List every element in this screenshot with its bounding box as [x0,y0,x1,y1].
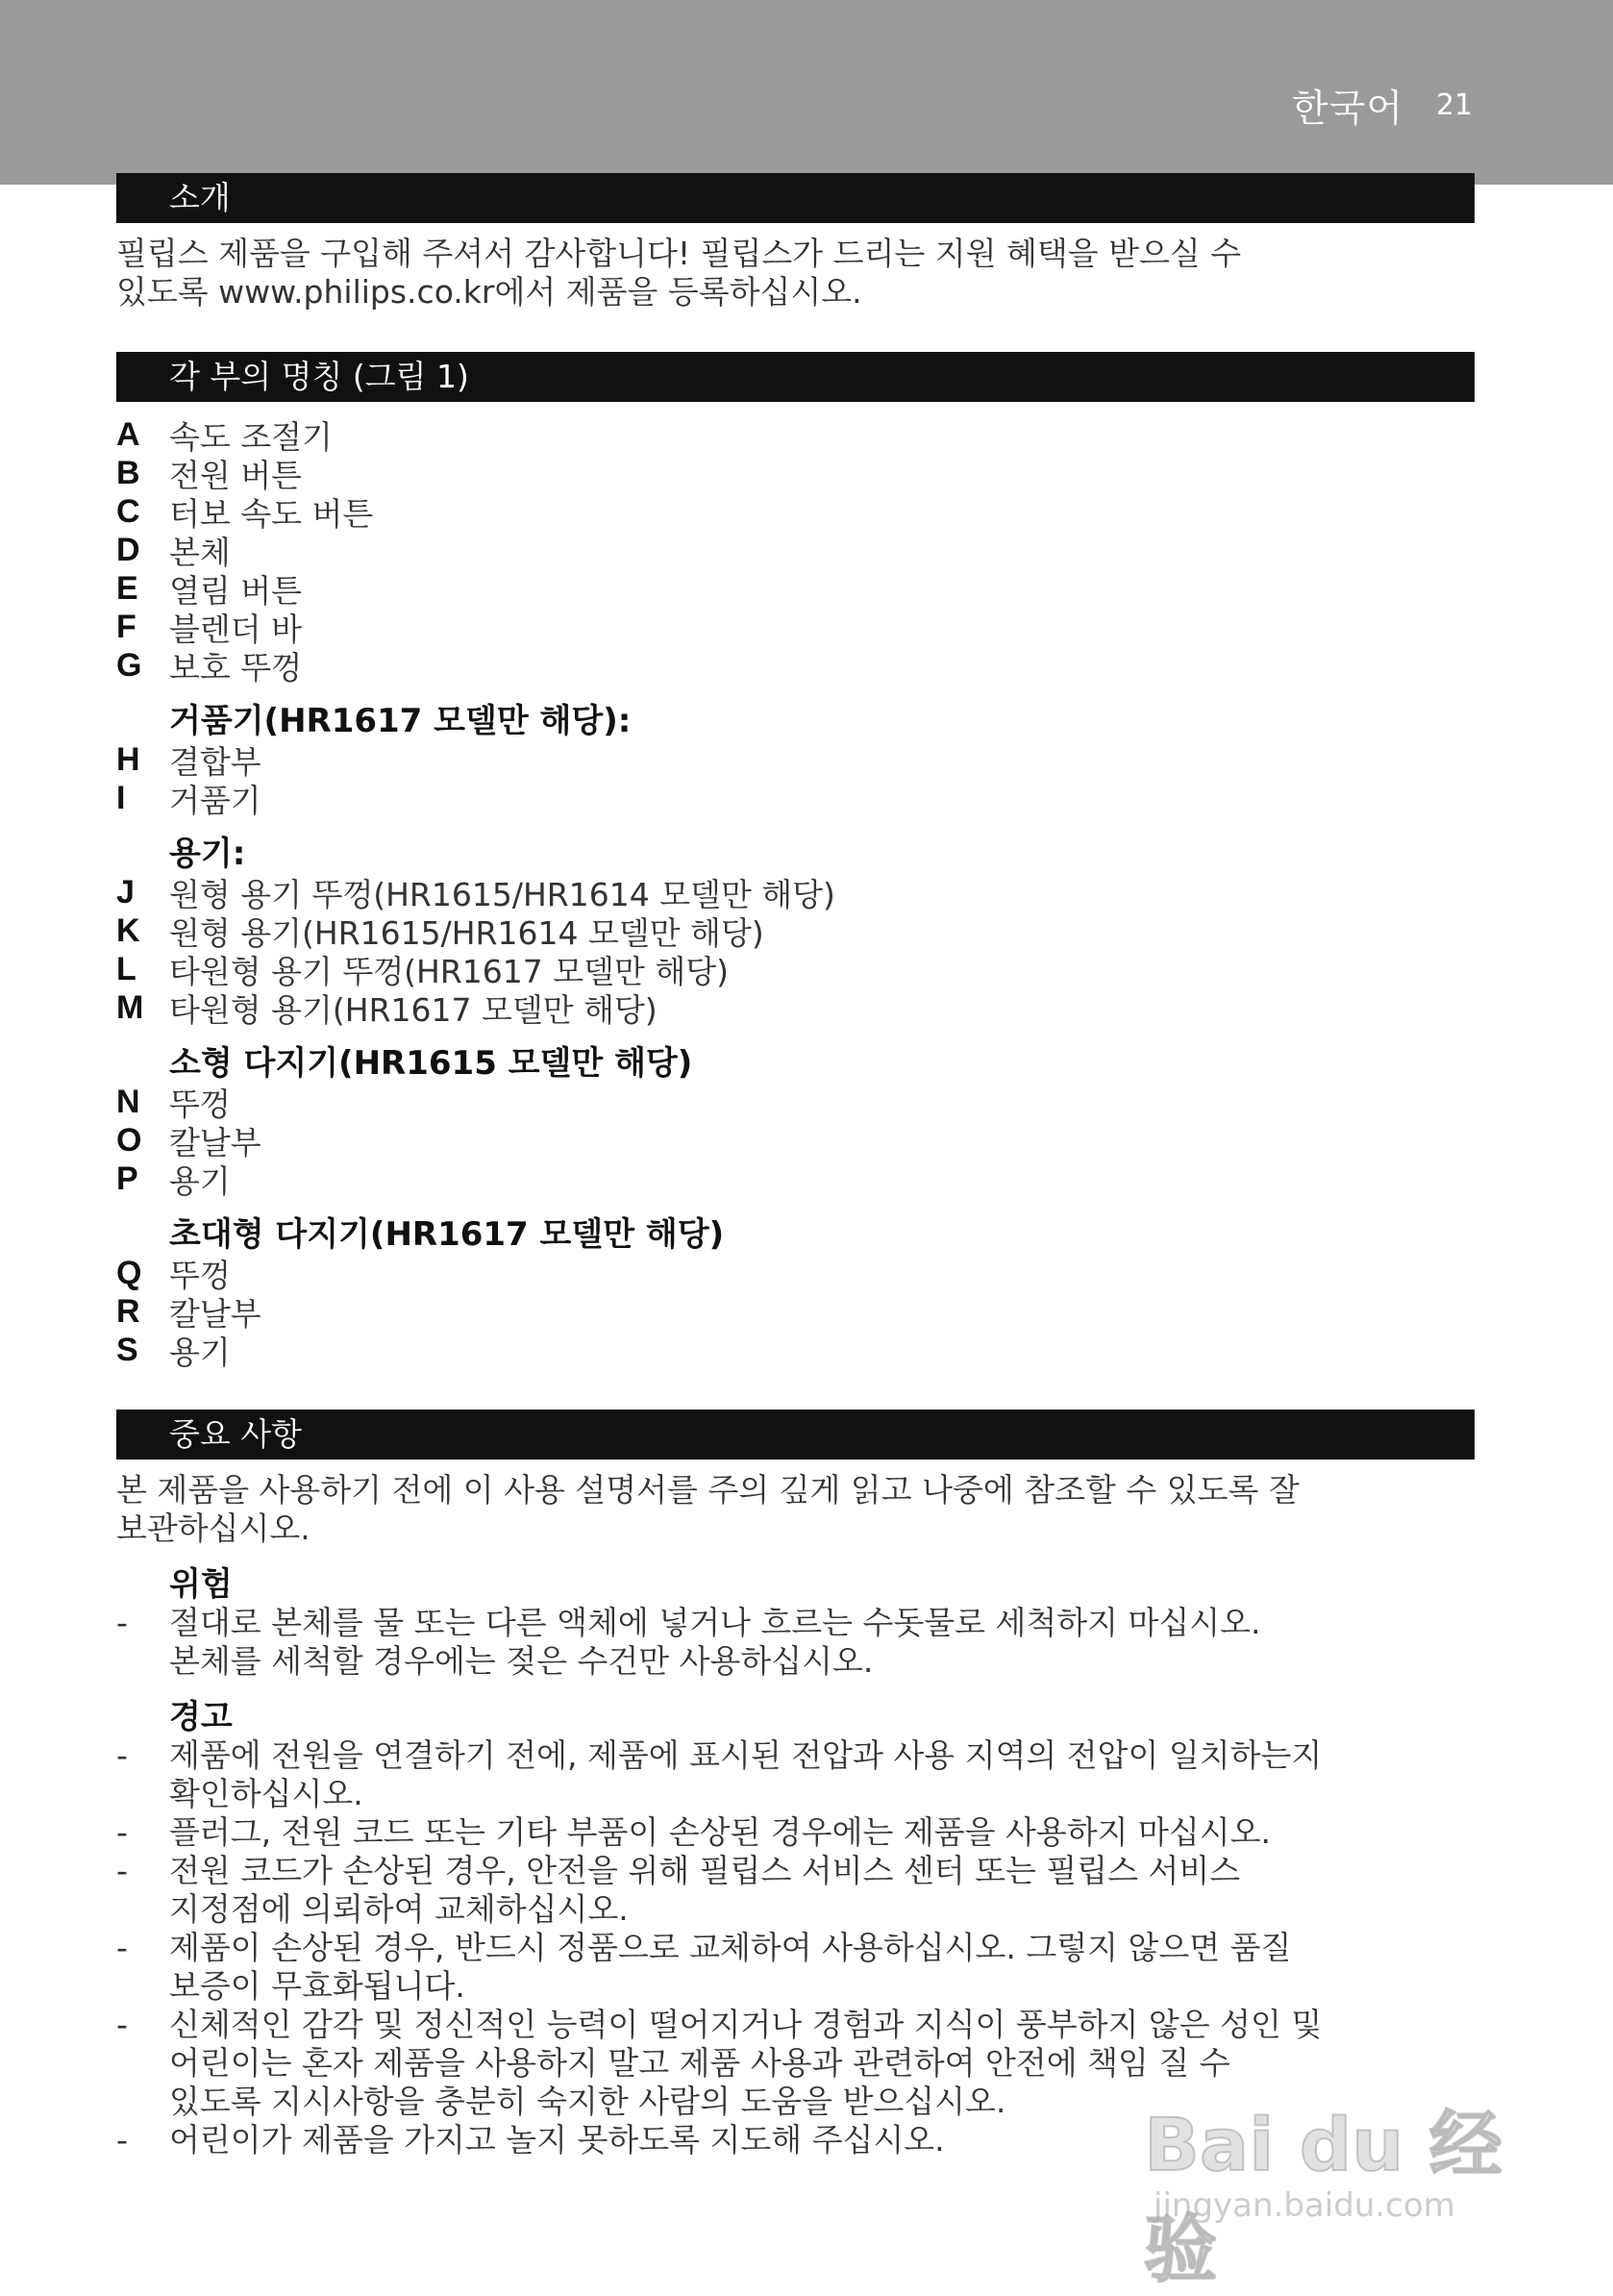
part-label: 터보 속도 버튼 [169,494,374,533]
important-paragraph [116,1471,1475,1548]
part-label: 블렌더 바 [169,610,303,648]
bullet-text [169,1813,1475,1852]
bullet-line: 확인하십시오. [169,1775,363,1812]
bullet-text [169,1604,1475,1681]
bullet-line: 전원 코드가 손상된 경우, 안전을 위해 필립스 서비스 센터 또는 필립스 서비스 [169,1852,1241,1889]
bullet-line: 본체를 세척할 경우에는 젖은 수건만 사용하십시오. [169,1642,874,1680]
watermark-logo: Bai du 经验 [1144,2102,1502,2292]
part-label: 칼날부 [169,1294,261,1333]
group-heading: 소형 다지기(HR1615 모델만 해당) [169,1044,693,1083]
part-label: 타원형 용기(HR1617 모델만 해당) [169,990,658,1029]
part-letter: S [116,1331,138,1368]
bullet-text [169,1929,1475,2006]
part-letter: R [116,1292,140,1330]
section-title-intro: 소개 [116,173,1475,223]
intro-paragraph [116,235,1475,312]
list-item [116,646,1475,685]
bullet-dash: - [116,1852,128,1889]
bullet-dash: - [116,2121,128,2159]
bullet-line: 플러그, 전원 코드 또는 기타 부품이 손상된 경우에는 제품을 사용하지 마십시오. [169,1813,1271,1851]
part-label: 타원형 용기 뚜껑(HR1617 모델만 해당) [169,952,729,990]
part-letter: B [116,454,140,491]
important-line: 본 제품을 사용하기 전에 이 사용 설명서를 주의 깊게 읽고 나중에 참조할 수 있도록 잘 [116,1471,1300,1509]
part-label: 칼날부 [169,1123,261,1161]
list-item [116,1331,1475,1369]
part-letter: J [116,873,135,911]
part-letter: E [116,569,138,607]
part-letter: G [116,646,142,684]
part-letter: P [116,1160,138,1197]
list-item [116,1604,1475,1681]
list-item [116,1736,1475,1813]
part-letter: A [116,415,140,453]
part-letter: L [116,950,136,987]
list-item [116,1083,1475,1121]
part-label: 본체 [169,533,231,571]
part-label: 열림 버튼 [169,571,303,610]
bullet-line: 신체적인 감각 및 정신적인 능력이 떨어지거나 경험과 지식이 풍부하지 않은 성인 및 [169,2006,1323,2043]
group-heading: 초대형 다지기(HR1617 모델만 해당) [169,1215,725,1254]
part-letter: Q [116,1254,142,1291]
bullet-line: 어린이는 혼자 제품을 사용하지 말고 제품 사용과 관련하여 안전에 책임 질 수 [169,2044,1230,2082]
danger-heading: 위험 [169,1565,233,1604]
part-letter: H [116,740,140,778]
part-letter: M [116,988,144,1026]
part-label: 속도 조절기 [169,417,333,456]
list-item [116,415,1475,454]
warning-heading: 경고 [169,1698,233,1736]
bullet-line: 지정점에 의뢰하여 교체하십시오. [169,1890,629,1928]
part-letter: F [116,608,136,645]
list-item [116,779,1475,817]
part-label: 원형 용기 뚜껑(HR1615/HR1614 모델만 해당) [169,875,835,913]
part-label: 뚜껑 [169,1085,231,1123]
part-label: 보호 뚜껑 [169,648,303,686]
list-item [116,492,1475,531]
group-heading: 용기: [169,835,246,873]
bullet-dash: - [116,1604,128,1641]
part-label: 거품기 [169,781,261,819]
part-label: 용기 [169,1333,231,1371]
list-item [116,1929,1475,2006]
list-item [116,1121,1475,1160]
part-letter: D [116,531,140,568]
header-language: 한국어 [1291,87,1403,131]
list-item [116,950,1475,988]
list-item [116,1852,1475,1929]
bullet-line: 절대로 본체를 물 또는 다른 액체에 넣거나 흐르는 수돗물로 세척하지 마십시오. [169,1604,1261,1641]
list-item [116,988,1475,1027]
part-label: 결합부 [169,742,261,781]
list-item [116,1254,1475,1292]
bullet-line: 있도록 지시사항을 충분히 숙지한 사람의 도움을 받으십시오. [169,2083,1006,2120]
watermark-url: jingyan.baidu.com [1154,2186,1455,2225]
part-letter: I [116,779,126,816]
bullet-dash: - [116,1929,128,1966]
list-item [116,911,1475,950]
list-item [116,454,1475,492]
bullet-dash: - [116,1736,128,1774]
list-item [116,740,1475,779]
list-item [116,1292,1475,1331]
bullet-text [169,1852,1475,1929]
list-item [116,531,1475,569]
list-item [116,569,1475,608]
part-label: 전원 버튼 [169,456,303,494]
bullet-line: 제품에 전원을 연결하기 전에, 제품에 표시된 전압과 사용 지역의 전압이 일치하는지 [169,1736,1323,1774]
page-content [116,173,1475,2159]
bullet-line: 보증이 무효화됩니다. [169,1967,465,2005]
part-letter: O [116,1121,142,1159]
intro-line: 필립스 제품을 구입해 주셔서 감사합니다! 필립스가 드리는 지원 혜택을 받으실 수 [116,235,1242,272]
list-item [116,1160,1475,1198]
page-number: 21 [1435,88,1473,122]
important-line: 보관하십시오. [116,1510,310,1547]
bullet-dash: - [116,1813,128,1851]
part-letter: C [116,492,140,530]
part-label: 뚜껑 [169,1256,231,1294]
bullet-line: 어린이가 제품을 가지고 놀지 못하도록 지도해 주십시오. [169,2121,945,2159]
section-title-parts: 각 부의 명칭 (그림 1) [116,352,1475,402]
bullet-text [169,1736,1475,1813]
part-label: 원형 용기(HR1615/HR1614 모델만 해당) [169,913,764,952]
list-item [116,608,1475,646]
baidu-watermark [1144,2086,1567,2292]
part-label: 용기 [169,1161,231,1200]
intro-line: 있도록 www.philips.co.kr에서 제품을 등록하십시오. [116,273,862,311]
part-letter: N [116,1083,140,1120]
list-item [116,1813,1475,1852]
part-letter: K [116,911,140,949]
parts-list [116,415,1475,1369]
bullet-dash: - [116,2006,128,2043]
bullet-line: 제품이 손상된 경우, 반드시 정품으로 교체하여 사용하십시오. 그렇지 않으면 품질 [169,1929,1292,1966]
group-heading: 거품기(HR1617 모델만 해당): [169,702,632,740]
section-title-important: 중요 사항 [116,1410,1475,1460]
list-item [116,873,1475,911]
